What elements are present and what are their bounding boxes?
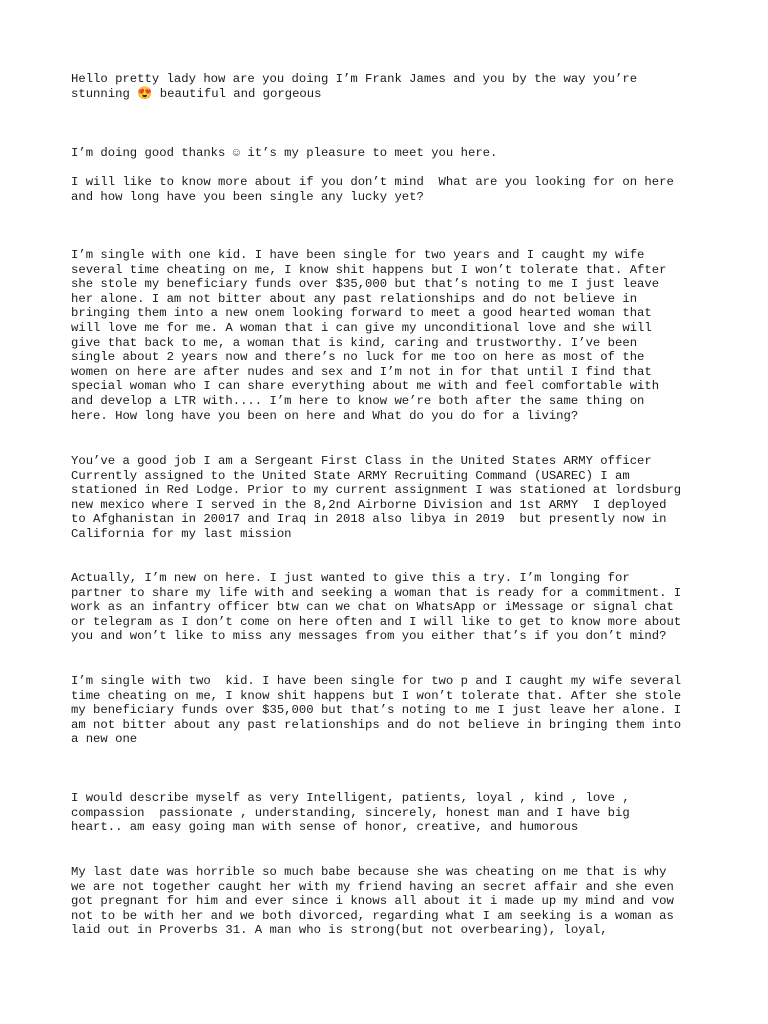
message-greeting: Hello pretty lady how are you doing I’m Frank James and you by the way you’re stunning 😍 beautiful and gorgeous xyxy=(71,72,638,101)
message-question-looking-for: I will like to know more about if you don’t mind What are you looking for on here and how long have you been single any lucky yet? xyxy=(71,175,674,204)
message-self-description: I would describe myself as very Intelligent, patients, loyal , kind , love , compassion passionate , understanding, sincerely, honest man and I have big heart.. am easy going man with sense of honor, creative, and humorous xyxy=(71,791,630,835)
message-new-on-here: Actually, I’m new on here. I just wanted to give this a try. I’m longing for partner to share my life with and seeking a woman that is ready for a commitment. I work as an infantry officer btw can we chat on WhatsApp or iMessage or signal chat or telegram as I don’t come on here often and I will like to get to know more about you and won’t like to miss any messages from you either that’s if you don’t mind? xyxy=(71,571,682,644)
message-reply-thanks: I’m doing good thanks ☺ it’s my pleasure to meet you here. xyxy=(71,146,498,160)
message-last-date: My last date was horrible so much babe because she was cheating on me that is why we are not together caught her with my friend having an secret affair and she even got pregnant for him and ever since i knows all about it i made up my mind and vow not to be with her and we both divorced, regarding what I am seeking is a woman as laid out in Proverbs 31. A man who is strong(but not overbearing), loyal, xyxy=(71,865,674,938)
message-single-one-kid: I’m single with one kid. I have been single for two years and I caught my wife several time cheating on me, I know shit happens but I won’t tolerate that. After she stole my beneficiary funds over $35,000 but that’s noting to me I just leave her alone. I am not bitter about any past relationships and do not believe in bringing them into a new onem looking forward to meet a good hearted woman that will love me for me. A woman that i can give my unconditional love and she will give that back to me, a woman that is kind, caring and trustworthy. I’ve been single about 2 years now and there’s no luck for me too on here as most of the women on here are after nudes and sex and I’m not in for that until I find that special woman who I can share everything about me with and feel comfortable with and develop a LTR with.... I’m here to know we’re both after the same thing on here. How long have you been on here and What do you do for a living? xyxy=(71,248,667,423)
message-army-job: You’ve a good job I am a Sergeant First Class in the United States ARMY officer Currently assigned to the United State ARMY Recruiting Command (USAREC) I am stationed in Red Lodge. Prior to my current assignment I was stationed at lordsburg new mexico where I served in the 8,2nd Airborne Division and 1st ARMY I deployed to Afghanistan in 20017 and Iraq in 2018 also libya in 2019 but presently now in California for my last mission xyxy=(71,454,682,541)
message-single-two-kid: I’m single with two kid. I have been single for two p and I caught my wife several time cheating on me, I know shit happens but I won’t tolerate that. After she stole my beneficiary funds over $35,000 but that’s noting to me I just leave her alone. I am not bitter about any past relationships and do not believe in bringing them into a new one xyxy=(71,674,682,747)
